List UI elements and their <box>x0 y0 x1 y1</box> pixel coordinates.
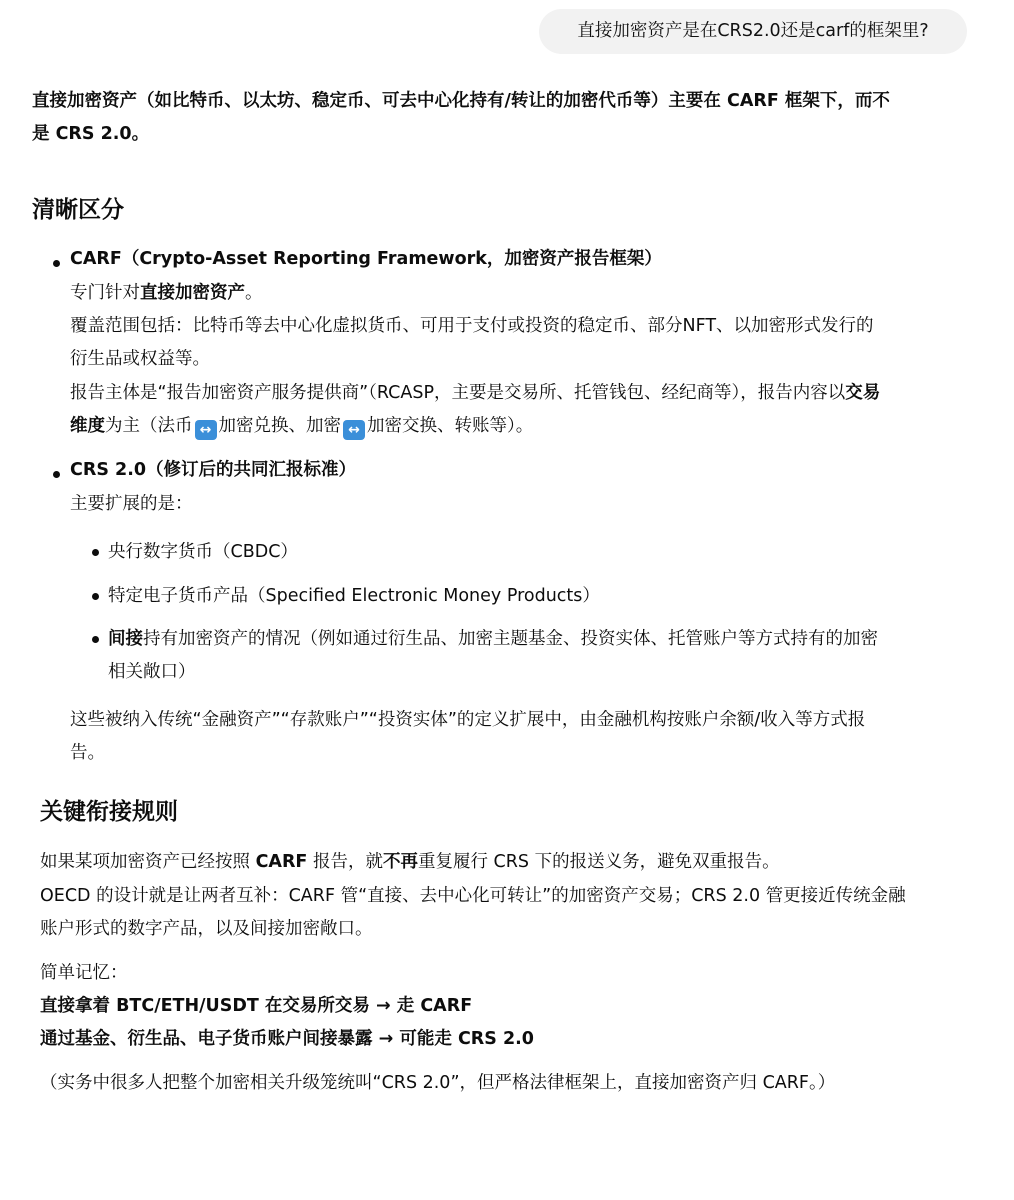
carf-line-1 <box>70 277 263 310</box>
carf-line-4-bold: 交易 <box>845 383 881 403</box>
carf-line-4-prefix: 报告主体是“报告加密资产服务提供商”（RCASP，主要是交易所、托管钱包、经纪商等），报告内容以 <box>70 383 846 403</box>
memo-label: 简单记忆： <box>40 963 128 983</box>
carf-line-3: 衍生品或权益等。 <box>70 349 210 369</box>
bullet-dot <box>53 260 60 267</box>
user-message-text: 直接加密资产是在CRS2.0还是carf的框架里? <box>577 21 929 41</box>
carf-line-1-bold: 直接加密资产 <box>140 283 245 303</box>
carf-line-5-c: 加密交换、转账等）。 <box>367 416 534 436</box>
rules-p1-c: 报告，就 <box>307 852 383 872</box>
crs-summary-line-2: 告。 <box>70 743 105 763</box>
rules-p1-b: CARF <box>255 852 308 872</box>
carf-line-1-prefix: 专门针对 <box>70 283 140 303</box>
swap-arrow-icon: ↔ <box>343 420 365 440</box>
crs-item-indirect-bold: 间接 <box>108 629 143 649</box>
carf-line-5-b: 加密兑换、加密 <box>218 416 341 436</box>
crs-item-indirect <box>108 623 878 656</box>
rules-para-1 <box>40 846 780 879</box>
section-heading-clear-distinction: 清晰区分 <box>32 197 124 223</box>
crs-item-indirect-rest: 持有加密资产的情况（例如通过衍生品、加密主题基金、投资实体、托管账户等方式持有的加密 <box>143 629 878 649</box>
user-message-bubble <box>539 9 967 54</box>
section-heading-key-rules: 关键衔接规则 <box>40 799 178 825</box>
crs-item-indirect-line-2: 相关敞口） <box>108 662 196 682</box>
carf-line-2: 覆盖范围包括：比特币等去中心化虚拟货币、可用于支付或投资的稳定币、部分NFT、以加密形式发行的 <box>70 316 874 336</box>
rules-p1-e: 重复履行 CRS 下的报送义务，避免双重报告。 <box>417 852 780 872</box>
crs-item-emoney: 特定电子货币产品（Specified Electronic Money Products） <box>108 586 600 606</box>
carf-line-5-bold: 维度 <box>70 416 105 436</box>
rules-para-2-line-1: OECD 的设计就是让两者互补：CARF 管“直接、去中心化可转让”的加密资产交易；CRS 2.0 管更接近传统金融 <box>40 886 906 906</box>
swap-arrow-icon: ↔ <box>195 420 217 440</box>
crs-summary-line-1: 这些被纳入传统“金融资产”“存款账户”“投资实体”的定义扩展中，由金融机构按账户余额/收入等方式报 <box>70 710 866 730</box>
crs-heading: CRS 2.0（修订后的共同汇报标准） <box>70 460 357 480</box>
intro-line-1: 直接加密资产（如比特币、以太坊、稳定币、可去中心化持有/转让的加密代币等）主要在 CARF 框架下，而不 <box>32 91 890 111</box>
memo-line-2: 通过基金、衍生品、电子货币账户间接暴露 → 可能走 CRS 2.0 <box>40 1029 534 1049</box>
rules-p1-d: 不再 <box>382 852 418 872</box>
sub-bullet-dot <box>92 636 99 643</box>
rules-para-2-line-2: 账户形式的数字产品，以及间接加密敞口。 <box>40 919 373 939</box>
crs-item-cbdc: 央行数字货币（CBDC） <box>108 542 298 562</box>
crs-intro: 主要扩展的是： <box>70 494 193 514</box>
intro-line-2: 是 CRS 2.0。 <box>32 124 150 144</box>
rules-p1-a: 如果某项加密资产已经按照 <box>40 852 256 872</box>
bullet-dot <box>53 471 60 478</box>
sub-bullet-dot <box>92 593 99 600</box>
practice-note: （实务中很多人把整个加密相关升级笼统叫“CRS 2.0”，但严格法律框架上，直接加密资产归 CARF。） <box>40 1073 836 1093</box>
carf-line-5 <box>70 410 533 443</box>
carf-line-1-suffix: 。 <box>245 283 263 303</box>
carf-line-5-a: 为主（法币 <box>105 416 193 436</box>
memo-line-1: 直接拿着 BTC/ETH/USDT 在交易所交易 → 走 CARF <box>40 996 473 1016</box>
carf-line-4 <box>70 377 880 410</box>
sub-bullet-dot <box>92 549 99 556</box>
carf-heading: CARF（Crypto-Asset Reporting Framework，加密资产报告框架） <box>70 249 662 269</box>
